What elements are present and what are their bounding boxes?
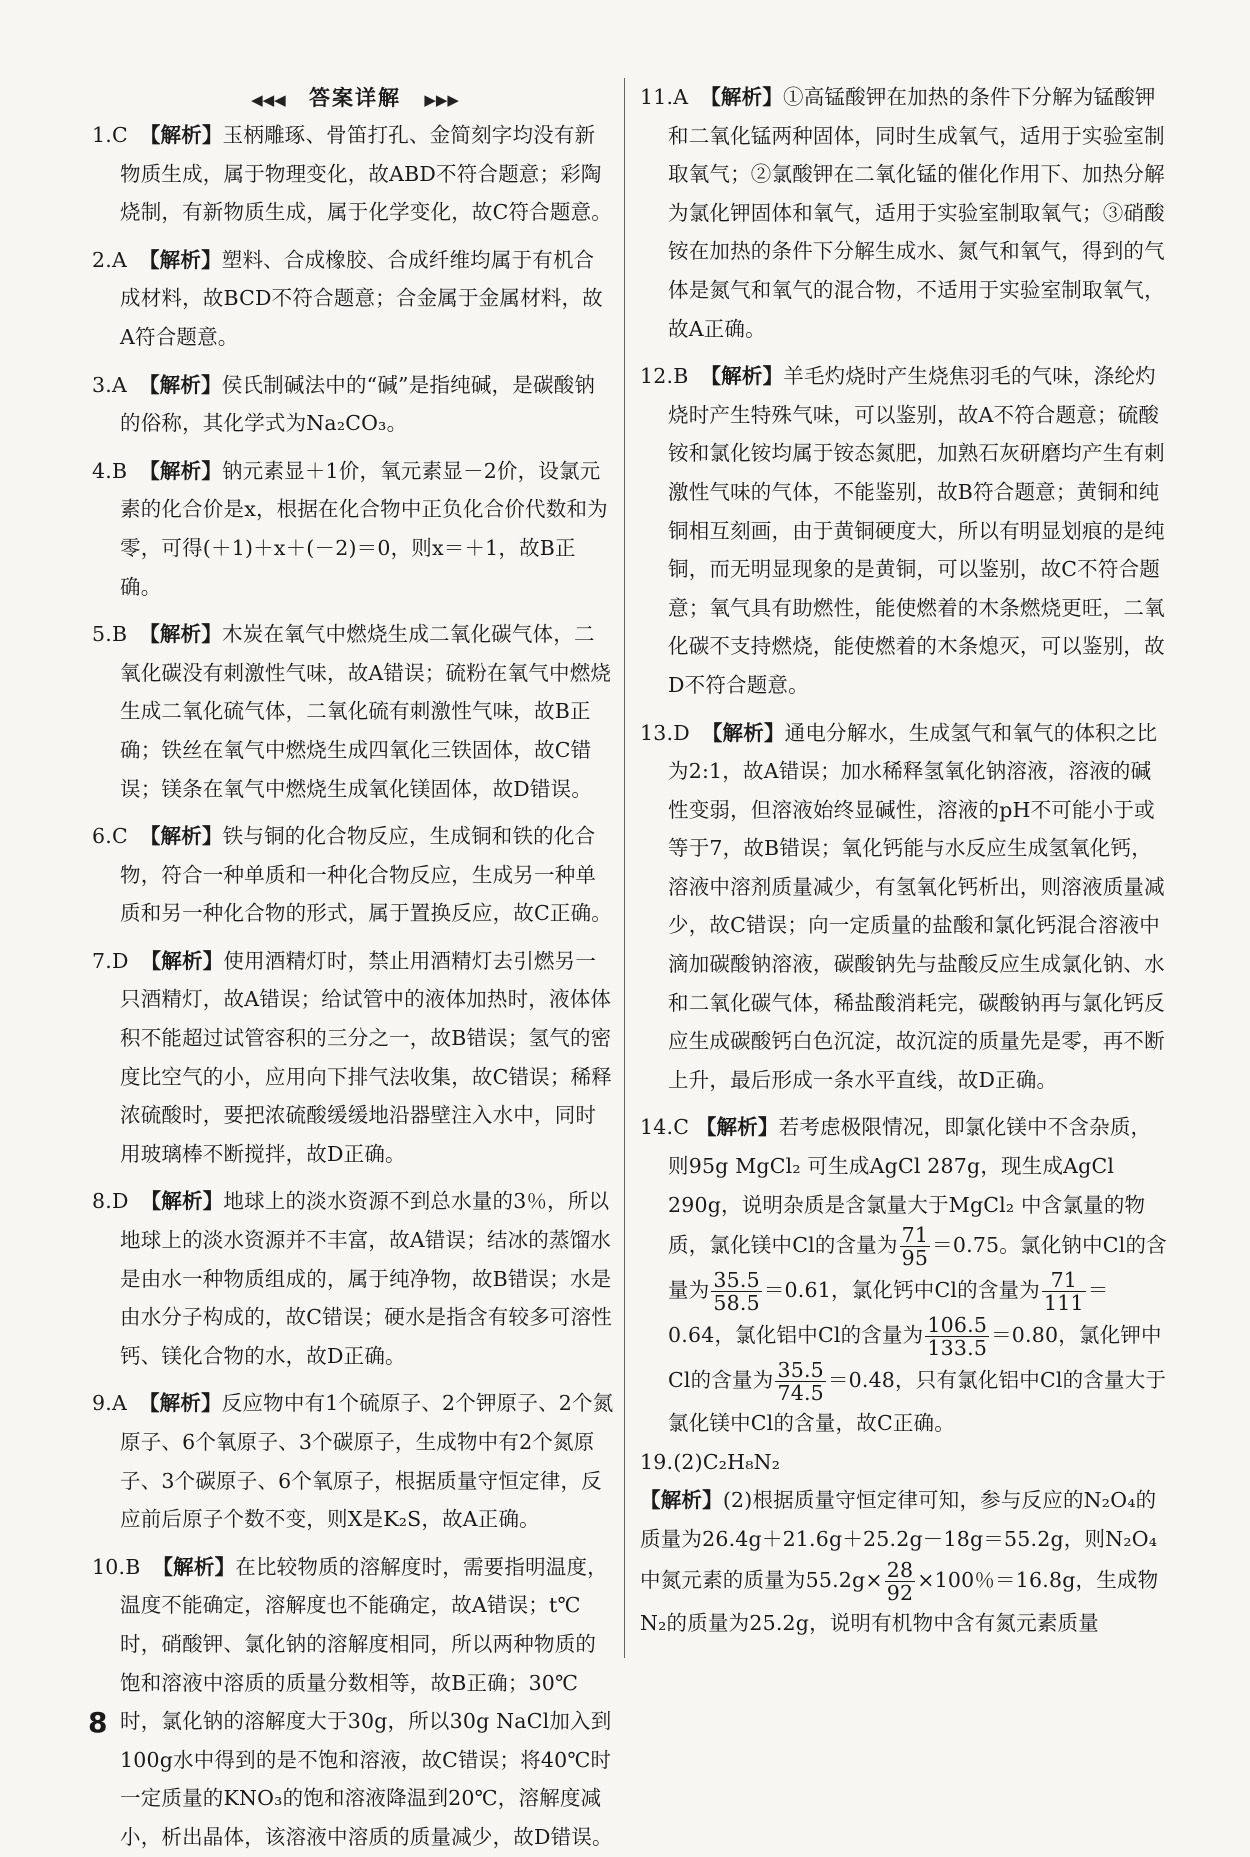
fraction: $\frac{106.5}{133.5}$ — [927, 1313, 988, 1361]
analysis-label: 【解析】 — [695, 1115, 779, 1140]
fraction: $\frac{71}{95}$ — [901, 1223, 929, 1271]
analysis-label: 【解析】 — [700, 364, 784, 389]
analysis-text: 铁与铜的化合物反应，生成铜和铁的化合物，符合一种单质和一种化合物反应，生成另一种单质和另一种化合物的形式，属于置换反应，故C正确。 — [120, 824, 612, 926]
answer-number: 5.B — [92, 622, 128, 647]
left-column — [92, 116, 614, 1857]
answer-item — [92, 241, 614, 357]
analysis-text: 玉柄雕琢、骨笛打孔、金简刻字均没有新物质生成，属于物理变化，故ABD不符合题意；彩陶烧制，有新物质生成，属于化学变化，故C符合题意。 — [120, 123, 612, 225]
answer-item — [92, 366, 614, 443]
analysis-text: 塑料、合成橡胶、合成纤维均属于有机合成材料，故BCD不符合题意；合金属于金属材料，故A符合题意。 — [120, 247, 603, 349]
left-arrows-icon: ◀◀◀ — [251, 91, 286, 109]
answer-item — [92, 615, 614, 808]
answer-item-14: 14.C 【解析】若考虑极限情况，即氯化镁中不含杂质，则95g MgCl₂ 可生成AgCl 287g，现生成AgCl 290g，说明杂质是含氯量大于MgCl₂ 中含氯量的物质，氯化镁中Cl的含量为 $\frac{71}{95}$ ＝0.75。氯化钠中Cl的含量为 $\frac{35.5}{58.5}$ ＝0.61，氯化钙中Cl的含量为 $\frac{71}{111}$ ＝0.64，氯化铝中Cl的含量为 $\frac{106.5}{133.5}$ ＝0.80，氯化钾中Cl的含量为 $\frac{35.5}{74.5}$ ＝0.48，只有氯化铝中Cl的含量大于氯化镁中Cl的含量，故C正确。 — [640, 1115, 1167, 1436]
answer-item — [92, 116, 614, 232]
analysis-text: 使用酒精灯时，禁止用酒精灯去引燃另一只酒精灯，故A错误；给试管中的液体加热时，液体体积不能超过试管容积的三分之一，故B错误；氢气的密度比空气的小，应用向下排气法收集，故C错误；稀释浓硫酸时，要把浓硫酸缓缓地沿器壁注入水中，同时用玻璃棒不断搅拌，故D正确。 — [120, 948, 612, 1166]
analysis-label: 【解析】 — [701, 720, 785, 745]
page-number: 8 — [88, 1706, 108, 1739]
answer-item — [92, 1548, 614, 1857]
analysis-label: 【解析】 — [152, 1554, 236, 1579]
fraction: $\frac{35.5}{58.5}$ — [713, 1268, 760, 1316]
column-divider — [624, 78, 625, 1658]
answer-number: 1.C — [92, 123, 128, 147]
analysis-label: 【解析】 — [139, 123, 223, 147]
answer-item-19 — [640, 1443, 1170, 1482]
analysis-label: 【解析】 — [139, 824, 223, 849]
answer-number: 8.D — [92, 1189, 129, 1214]
answer-number: 14.C — [640, 1115, 690, 1140]
answer-item — [92, 452, 614, 606]
answer-item — [92, 1384, 614, 1538]
answer-item — [92, 1182, 614, 1375]
answer-number: 7.D — [92, 948, 129, 973]
right-column — [640, 78, 1170, 1642]
analysis-text: 钠元素显＋1价，氧元素显－2价，设氯元素的化合价是x，根据在化合物中正负化合价代数和为零，可得(＋1)＋x＋(－2)＝0，则x＝＋1，故B正确。 — [120, 458, 608, 599]
right-arrows-icon: ▶▶▶ — [424, 91, 459, 109]
analysis-text: ①高锰酸钾在加热的条件下分解为锰酸钾和二氧化锰两种固体，同时生成氧气，适用于实验室制取氧气；②氯酸钾在二氧化锰的催化作用下、加热分解为氯化钾固体和氧气，适用于实验室制取氧气；③硝酸铵在加热的条件下分解生成水、氮气和氧气，得到的气体是氮气和氧气的混合物，不适用于实验室制取氧气，故A正确。 — [668, 85, 1165, 341]
answer-number: 6.C — [92, 824, 128, 849]
answer-value: (2)C₂H₈N₂ — [673, 1449, 781, 1474]
answer-number: 10.B — [92, 1554, 141, 1579]
fraction: $\frac{35.5}{74.5}$ — [777, 1358, 824, 1406]
answer-item — [640, 78, 1170, 348]
section-title: 答案详解 — [309, 86, 401, 110]
analysis-text: 羊毛灼烧时产生烧焦羽毛的气味，涤纶灼烧时产生特殊气味，可以鉴别，故A不符合题意；硫酸铵和氯化铵均属于铵态氮肥，加熟石灰研磨均产生有刺激性气味的气体，不能鉴别，故B符合题意；黄铜和纯铜相互刻画，由于黄铜硬度大，所以有明显划痕的是纯铜，而无明显现象的是黄铜，可以鉴别，故C不符合题意；氧气具有助燃性，能使燃着的木条燃烧更旺，二氧化碳不支持燃烧，能使燃着的木条熄灭，可以鉴别，故D不符合题意。 — [668, 364, 1165, 697]
fraction: $\frac{71}{111}$ — [1043, 1268, 1084, 1316]
analysis-label: 【解析】 — [140, 1189, 224, 1214]
answer-item — [92, 942, 614, 1174]
analysis-text: 地球上的淡水资源不到总水量的3％，所以地球上的淡水资源并不丰富，故A错误；结冰的蒸馏水是由水一种物质组成的，属于纯净物，故B错误；水是由水分子构成的，故C错误；硬水是指含有较多可溶性钙、镁化合物的水，故D正确。 — [120, 1189, 612, 1368]
analysis-label: 【解析】 — [140, 948, 224, 973]
analysis-text: 在比较物质的溶解度时，需要指明温度，温度不能确定，溶解度也不能确定，故A错误；t℃时，硝酸钾、氯化钠的溶解度相同，所以两种物质的饱和溶液中溶质的质量分数相等，故B正确；30℃时，氯化钠的溶解度大于30g，所以30g NaCl加入到100g水中得到的是不饱和溶液，故C错误；将40℃时一定质量的KNO₃的饱和溶液降温到20℃，溶解度减小，析出晶体，该溶液中溶质的质量减少，故D错误。 — [120, 1554, 613, 1849]
analysis-label: 【解析】 — [640, 1488, 723, 1513]
analysis-text: 反应物中有1个硫原子、2个钾原子、2个氮原子、6个氧原子、3个碳原子，生成物中有2个氮原子、3个碳原子、6个氧原子，根据质量守恒定律，反应前后原子个数不变，则X是K₂S，故A正确。 — [120, 1391, 614, 1532]
answer-number: 13.D — [640, 720, 690, 745]
answer-number: 11.A — [640, 85, 689, 109]
section-header — [230, 82, 480, 112]
analysis-label: 【解析】 — [139, 622, 223, 647]
answer-item — [640, 714, 1170, 1100]
answer-number: 3.A — [92, 372, 127, 397]
answer-number: 12.B — [640, 364, 689, 389]
fraction: $\frac{28}{92}$ — [886, 1557, 914, 1605]
answer-item-19-analysis: 【解析】(2)根据质量守恒定律可知，参与反应的N₂O₄的质量为26.4g＋21.6g＋25.2g－18g＝55.2g，则N₂O₄中氮元素的质量为55.2g× $\frac{28}{92}$ ×100％＝16.8g，生成物N₂的质量为25.2g，说明有机物中含有氮元素质量 — [640, 1488, 1159, 1635]
analysis-text: 通电分解水，生成氢气和氧气的体积之比为2:1，故A错误；加水稀释氢氧化钠溶液，溶液的碱性变弱，但溶液始终显碱性，溶液的pH不可能小于或等于7，故B错误；氧化钙能与水反应生成氢氧化钙，溶液中溶剂质量减少，有氢氧化钙析出，则溶液质量减少，故C错误；向一定质量的盐酸和氯化钙混合溶液中滴加碳酸钠溶液，碳酸钠先与盐酸反应生成氯化钠、水和二氧化碳气体，稀盐酸消耗完，碳酸钠再与氯化钙反应生成碳酸钙白色沉淀，故沉淀的质量先是零，再不断上升，最后形成一条水平直线，故D正确。 — [668, 720, 1165, 1092]
analysis-text: 木炭在氧气中燃烧生成二氧化碳气体，二氧化碳没有刺激性气味，故A错误；硫粉在氧气中燃烧生成二氧化硫气体，二氧化硫有刺激性气味，故B正确；铁丝在氧气中燃烧生成四氧化三铁固体，故C错误；镁条在氧气中燃烧生成氧化镁固体，故D错误。 — [120, 622, 612, 801]
answer-number: 2.A — [92, 247, 127, 272]
analysis-text: 侯氏制碱法中的“碱”是指纯碱，是碳酸钠的俗称，其化学式为Na₂CO₃。 — [120, 372, 596, 436]
analysis-label: 【解析】 — [700, 85, 784, 109]
answer-item — [640, 357, 1170, 704]
answer-number: 4.B — [92, 458, 128, 483]
analysis-label: 【解析】 — [138, 1391, 222, 1416]
answer-number: 9.A — [92, 1391, 127, 1416]
answer-number: 19. — [640, 1449, 674, 1474]
analysis-label: 【解析】 — [138, 372, 222, 397]
analysis-label: 【解析】 — [138, 247, 222, 272]
analysis-label: 【解析】 — [139, 458, 223, 483]
answer-item — [92, 817, 614, 933]
